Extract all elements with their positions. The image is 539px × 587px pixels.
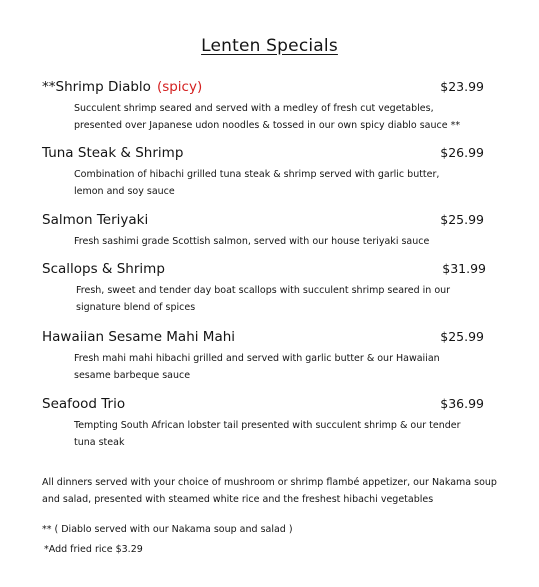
menu-item-name: Hawaiian Sesame Mahi Mahi [42,329,236,345]
menu-item-name: Salmon Teriyaki [42,212,149,228]
menu-item-name: **Shrimp Diablo [42,79,151,95]
menu-title: Lenten Specials [201,36,338,56]
menu-item-shrimp-diablo [42,78,492,134]
menu-item-price: $26.99 [440,145,484,160]
menu-item-tuna-steak-shrimp [42,144,492,200]
menu-item-description: Combination of hibachi grilled tuna steak & shrimp served with garlic butter, lemon and soy sauce [74,169,440,197]
menu-item-price: $36.99 [440,396,484,411]
menu-item-header [42,260,492,278]
menu-item-price: $25.99 [440,212,484,227]
menu-item-description: Succulent shrimp seared and served with a medley of fresh cut vegetables, presented over Japanese udon noodles & tossed in our own spicy diablo sauce ** [74,103,461,131]
menu-item-header [42,395,492,413]
menu-item-description: Fresh, sweet and tender day boat scallops with succulent shrimp seared in our signature blend of spices [76,285,451,313]
menu-item-header [42,328,492,346]
menu-item-price: $23.99 [440,79,484,94]
menu-item-description: Fresh sashimi grade Scottish salmon, served with our house teriyaki sauce [74,236,430,247]
menu-item-price: $31.99 [442,261,486,276]
menu-item-seafood-trio [42,395,492,451]
menu-item-description: Fresh mahi mahi hibachi grilled and served with garlic butter & our Hawaiian sesame barbeque sauce [74,353,440,381]
menu-item-hawaiian-mahi-mahi [42,328,492,384]
menu-item-salmon-teriyaki [42,211,492,250]
menu-item-price: $25.99 [440,329,484,344]
addon-note: *Add fried rice $3.29 [44,544,143,555]
menu-item-name-group [42,78,202,96]
menu-item-scallops-shrimp [42,260,492,316]
dinners-note: All dinners served with your choice of mushroom or shrimp flambé appetizer, our Nakama soup and salad, presented with steamed white rice and the freshest hibachi vegetables [42,477,497,505]
menu-item-header [42,78,492,96]
menu-item-name: Tuna Steak & Shrimp [42,145,184,161]
diablo-note: ** ( Diablo served with our Nakama soup and salad ) [42,524,293,535]
menu-item-header [42,211,492,229]
menu-item-description: Tempting South African lobster tail presented with succulent shrimp & our tender tuna steak [74,420,461,448]
spicy-tag: (spicy) [156,79,203,95]
menu-item-header [42,144,492,162]
menu-item-name: Seafood Trio [42,396,126,412]
menu-item-name: Scallops & Shrimp [42,261,165,277]
